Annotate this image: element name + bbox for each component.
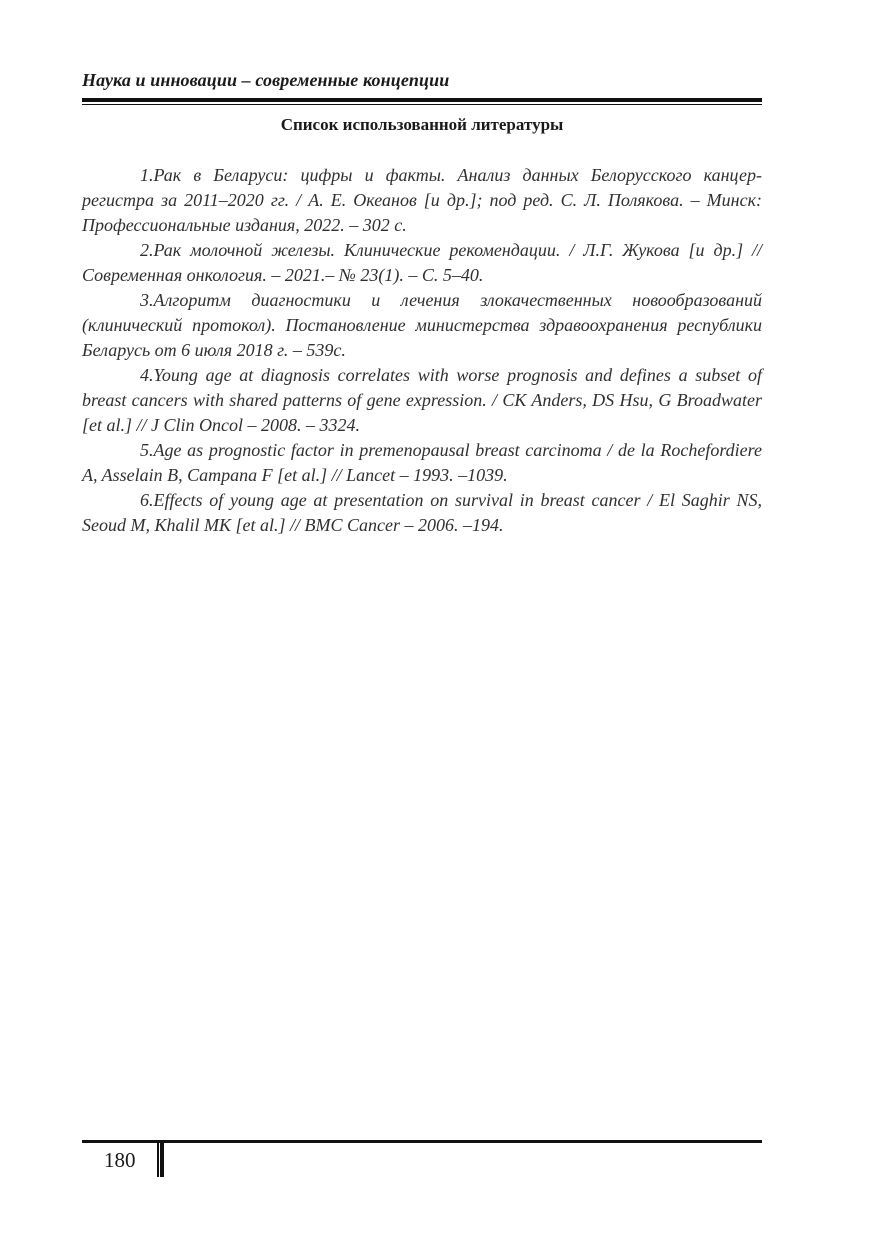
reference-list (82, 163, 762, 538)
reference-text: Effects of young age at presentation on survival in breast cancer / El Saghir NS, Seoud M, Khalil MK [et al.] // BMC Cancer – 2006. –194. (82, 490, 762, 535)
section-title: Список использованной литературы (280, 115, 564, 134)
reference-item-4 (82, 363, 762, 438)
footer-rule (82, 1140, 762, 1143)
reference-item-5 (82, 438, 762, 488)
footer-divider-thick (160, 1143, 164, 1177)
reference-text: Age as prognostic factor in premenopausal breast carcinoma / de la Rochefordiere A, Asselain B, Campana F [et al.] // Lancet – 1993. –1039. (82, 440, 762, 485)
reference-item-1 (82, 163, 762, 238)
reference-number: 3. (140, 290, 154, 310)
reference-text: Рак молочной железы. Клинические рекомендации. / Л.Г. Жукова [и др.] // Современная онкология. – 2021.– № 23(1). – С. 5–40. (82, 240, 762, 285)
running-header: Наука и инновации – современные концепции (82, 70, 450, 90)
reference-item-6 (82, 488, 762, 538)
page-number: 180 (104, 1148, 136, 1172)
footer-divider-thin (157, 1143, 159, 1177)
reference-item-3 (82, 288, 762, 363)
reference-number: 6. (140, 490, 154, 510)
header-rule (82, 98, 762, 102)
reference-number: 2. (140, 240, 154, 260)
reference-item-2 (82, 238, 762, 288)
reference-number: 1. (140, 165, 154, 185)
reference-number: 5. (140, 440, 154, 460)
reference-text: Young age at diagnosis correlates with worse prognosis and defines a subset of breast cancers with shared patterns of gene expression. / CK Anders, DS Hsu, G Broadwater [et al.] // J Clin Oncol – 2008. – 3324. (82, 365, 762, 435)
header-rule-thin (82, 104, 762, 105)
reference-text: Рак в Беларуси: цифры и факты. Анализ данных Белорусского канцер-регистра за 2011–2020 гг. / А. Е. Океанов [и др.]; под ред. С. Л. Полякова. – Минск: Профессиональные издания, 2022. – 302 с. (82, 165, 762, 235)
reference-number: 4. (140, 365, 154, 385)
reference-text: Алгоритм диагностики и лечения злокачественных новообразований (клинический протокол). Постановление министерства здравоохранения республики Беларусь от 6 июля 2018 г. – 539с. (82, 290, 762, 360)
